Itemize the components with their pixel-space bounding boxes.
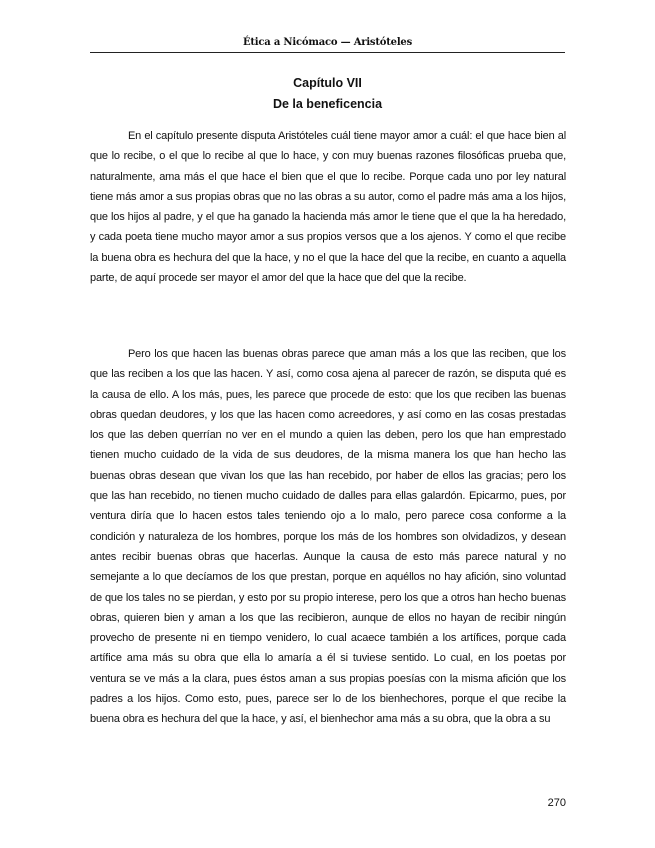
running-header: Ética a Nicómaco — Aristóteles [242, 37, 413, 48]
page-number: 270 [547, 797, 566, 809]
chapter-title: De la beneficencia [272, 97, 383, 111]
header-rule [90, 52, 565, 53]
body-paragraph-2: Pero los que hacen las buenas obras parece que aman más a los que las reciben, que los que las reciben a los que las hacen. Y así, como cosa ajena al parecer de razón, se disputa qué es la causa de ello. A los más, pues, les parece que procede de esto: que los que reciben las buenas obras quedan deudores, y los que las hacen como acreedores, y así como en las cosas prestadas los que las deben querrían no ver en el mundo a quien las deben, pero los que han emprestado tienen mucho cuidado de la vida de sus deudores, de la misma manera los que han hecho las buenas obras desean que vivan los que las han recebido, por haber de ellos las gracias; pero los que las han recebido, no tienen mucho cuidado de dalles para ellas galardón. Epicarmo, pues, por ventura diría que lo hacen estos tales teniendo ojo a lo malo, pero parece cosa conforme a la condición y naturaleza de los hombres, porque los más de los hombres son olvidadizos, y desean antes recibir buenas obras que hacerlas. Aunque la causa de esto más parece natural y no semejante a lo que decíamos de los que prestan, porque en aquéllos no hay afición, sino voluntad de que los tales no se pierdan, y esto por su propio interese, pero los que a otros han hecho buenas obras, quieren bien y aman a los que las recibieron, aunque de ellos no hayan de recibir ningún provecho de presente ni en tiempo venidero, lo cual acaece también a los artífices, porque cada artífice ama más su obra que ella lo amaría a él si tuviese sentido. Lo cual, en los poetas por ventura se ve más a la clara, pues éstos aman a sus propias poesías con la misma afición que los padres a los hijos. Como esto, pues, parece ser lo de los bienhechores, porque el que recibe la buena obra es hechura del que la hace, y así, el bienhechor ama más a su obra, que la obra a su [90, 348, 566, 726]
chapter-number: Capítulo VII [293, 76, 362, 90]
body-paragraph-1: En el capítulo presente disputa Aristóteles cuál tiene mayor amor a cuál: el que hace bien al que lo recibe, o el que lo recibe al que lo hace, y con muy buenas razones filosóficas prueba que, naturalmente, ama más el que hace el bien que el que lo recibe. Porque cada uno por ley natural tiene más amor a sus propias obras que no las obras a su autor, como el padre más ama a los hijos, que los hijos al padre, y el que ha ganado la hacienda más amor le tiene que el que la ha heredado, y cada poeta tiene mucho mayor amor a sus propios versos que a los ajenos. Y como el que recibe la buena obra es hechura del que la hace, y no el que la hace del que la recibe, en cuanto a aquella parte, de aquí procede ser mayor el amor del que la hace que del que la recibe. [90, 130, 566, 285]
